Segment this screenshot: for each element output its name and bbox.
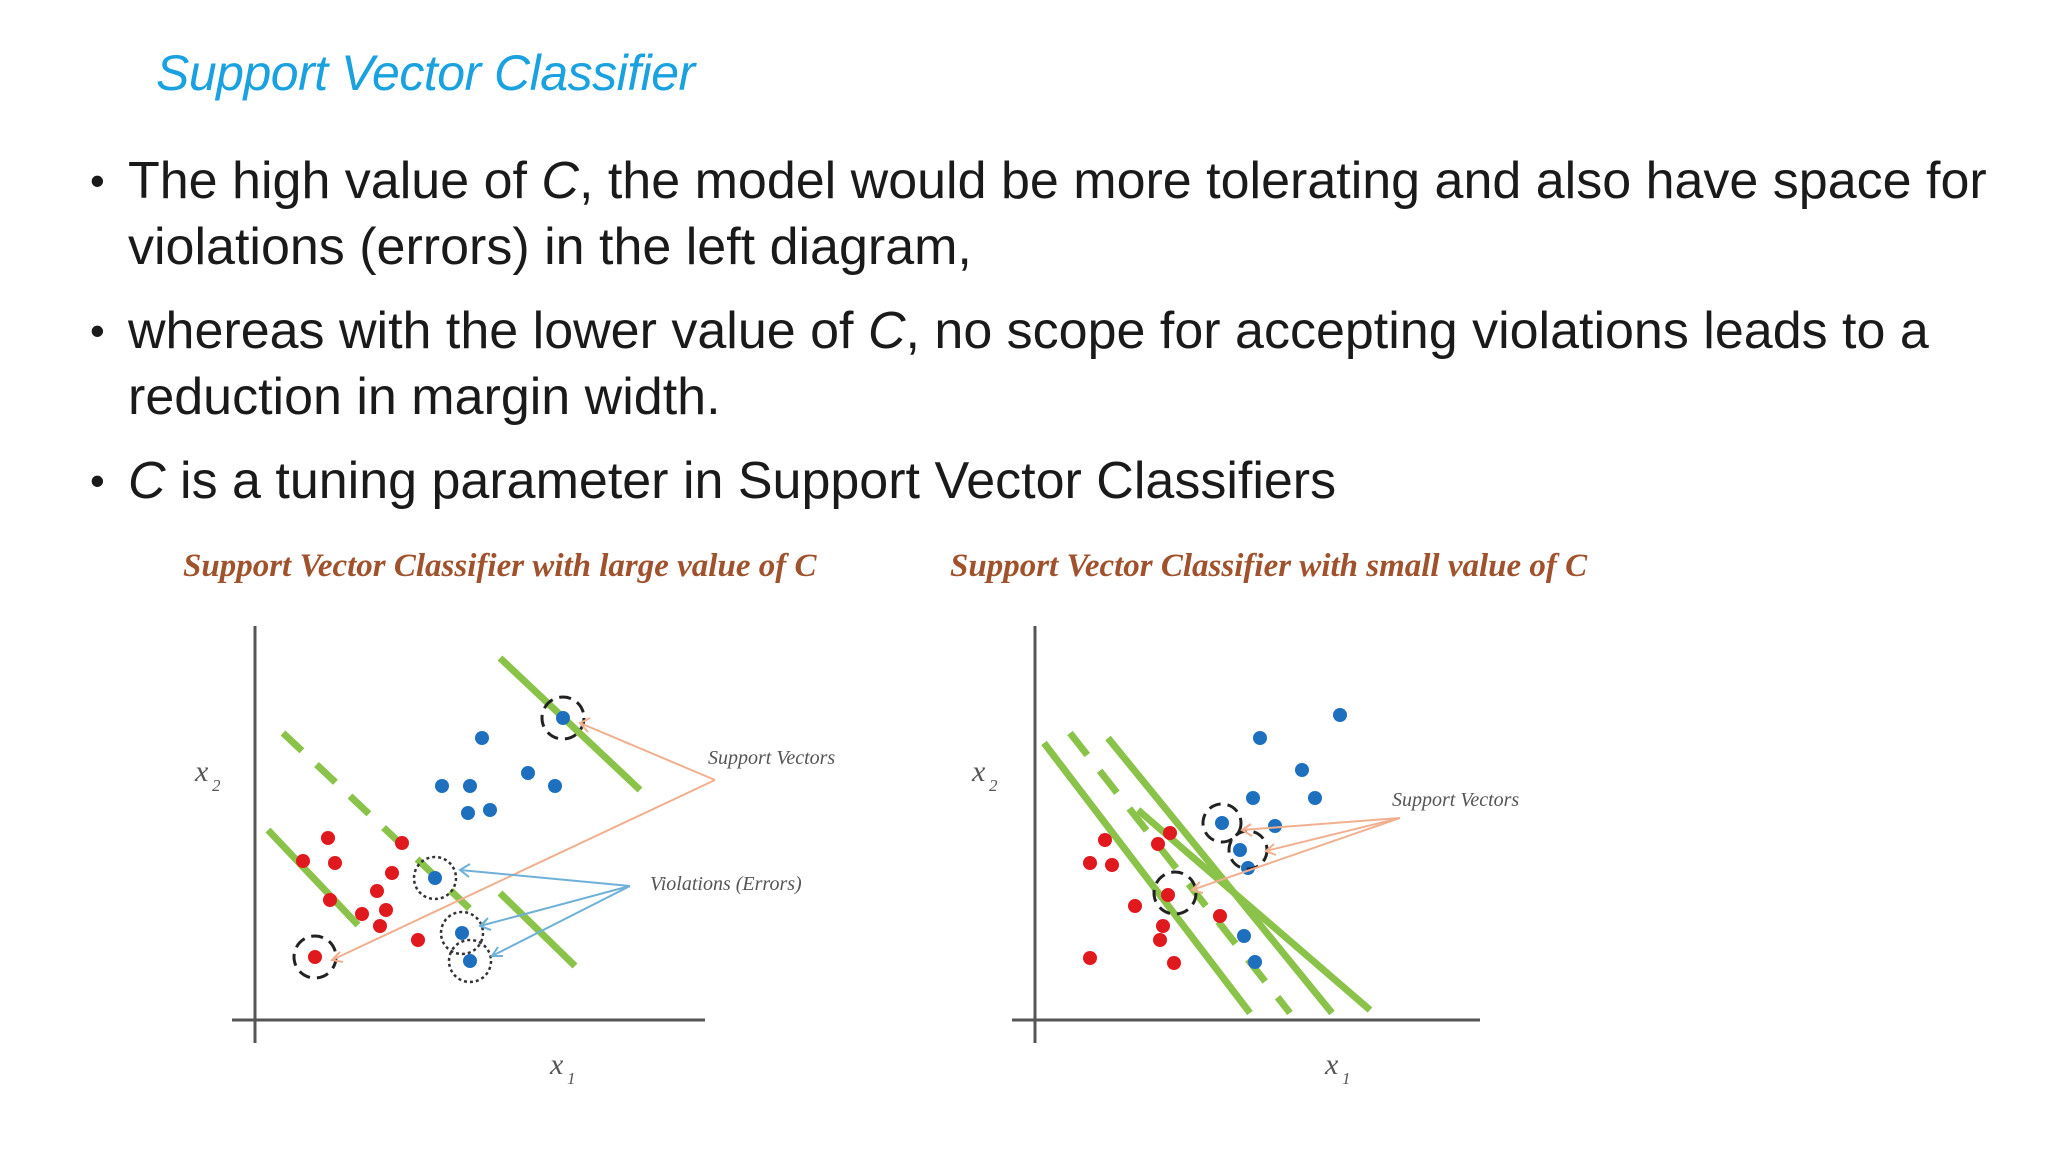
blue-point [1215, 816, 1229, 830]
blue-point [461, 806, 475, 820]
red-points [296, 831, 425, 964]
bullet-item [90, 148, 2020, 280]
sv-annotation: Support Vectors [1392, 789, 1520, 811]
red-point [1163, 826, 1177, 840]
red-point [1161, 888, 1175, 902]
red-point [308, 950, 322, 964]
blue-point [1308, 791, 1322, 805]
bullet-text-pre: The high value of [128, 152, 542, 210]
blue-point [435, 779, 449, 793]
red-point [1128, 899, 1142, 913]
blue-point [483, 803, 497, 817]
y-axis-label-sub: 2 [989, 776, 998, 795]
bullet-text-c: C [128, 452, 166, 510]
red-point [323, 893, 337, 907]
sv-arrows [332, 718, 715, 962]
red-point [373, 919, 387, 933]
blue-point [1268, 819, 1282, 833]
blue-point [428, 871, 442, 885]
blue-point [521, 766, 535, 780]
red-point [296, 854, 310, 868]
red-point [328, 856, 342, 870]
red-point [370, 884, 384, 898]
blue-point [1246, 791, 1260, 805]
red-point [385, 866, 399, 880]
margin-line-lower [268, 830, 358, 925]
red-point [1105, 858, 1119, 872]
bullet-text-post: , no scope for accepting violations leads to a reduction in margin width. [128, 302, 1929, 426]
red-point [1151, 837, 1165, 851]
y-axis-label: x [195, 755, 209, 788]
bullet-dot-icon: • [90, 307, 105, 354]
blue-point [1233, 843, 1247, 857]
blue-points [428, 711, 570, 968]
x-axis-label-sub: 1 [567, 1069, 576, 1088]
left-svm-diagram [180, 548, 900, 1108]
y-axis-label: x [972, 755, 986, 788]
blue-point [1333, 708, 1347, 722]
blue-point [1237, 929, 1251, 943]
margin-line-upper [500, 658, 640, 790]
right-figure-title: Support Vector Classifier with small value of C [950, 548, 1588, 584]
red-point [379, 903, 393, 917]
red-point [1156, 919, 1170, 933]
sv-annotation: Support Vectors [708, 747, 836, 769]
red-point [1167, 956, 1181, 970]
blue-point [1248, 955, 1262, 969]
slide-title: Support Vector Classifier [156, 45, 695, 101]
red-point [1083, 856, 1097, 870]
blue-point [1295, 763, 1309, 777]
x-axis-label-sub: 1 [1342, 1069, 1351, 1088]
bullet-item [90, 298, 2020, 430]
y-axis-label-sub: 2 [212, 776, 221, 795]
bullet-dot-icon: • [90, 457, 105, 504]
violation-annotation: Violations (Errors) [650, 873, 802, 895]
red-point [321, 831, 335, 845]
red-point [1213, 909, 1227, 923]
x-axis-label: x [1325, 1048, 1339, 1081]
blue-point [1253, 731, 1267, 745]
hyperplane-dashed [283, 733, 485, 923]
red-point [395, 836, 409, 850]
bullet-list [90, 148, 2020, 532]
violation-arrows [460, 864, 630, 956]
bullet-text-pre: whereas with the lower value of [128, 302, 868, 360]
bullet-text-c: C [867, 302, 906, 360]
bullet-text-post: is a tuning parameter in Support Vector Classifiers [165, 452, 1337, 510]
red-point [1083, 951, 1097, 965]
red-point [1153, 933, 1167, 947]
violation-arrow [460, 870, 630, 886]
blue-point [556, 711, 570, 725]
left-figure-title: Support Vector Classifier with large value of C [183, 548, 817, 584]
bullet-text-c: C [541, 152, 579, 210]
red-point [355, 907, 369, 921]
x-axis-label: x [550, 1048, 564, 1081]
bullet-item [90, 448, 2020, 514]
blue-point [548, 779, 562, 793]
bullet-dot-icon: • [90, 157, 105, 204]
violation-arrow [492, 886, 630, 956]
blue-point [463, 954, 477, 968]
blue-point [455, 926, 469, 940]
red-point [411, 933, 425, 947]
blue-point [463, 779, 477, 793]
blue-point [475, 731, 489, 745]
right-svm-diagram [960, 548, 1680, 1108]
red-point [1098, 833, 1112, 847]
bullet-text-post: , the model would be more tolerating and also have space for violations (errors) in the left diagram, [128, 152, 1987, 276]
